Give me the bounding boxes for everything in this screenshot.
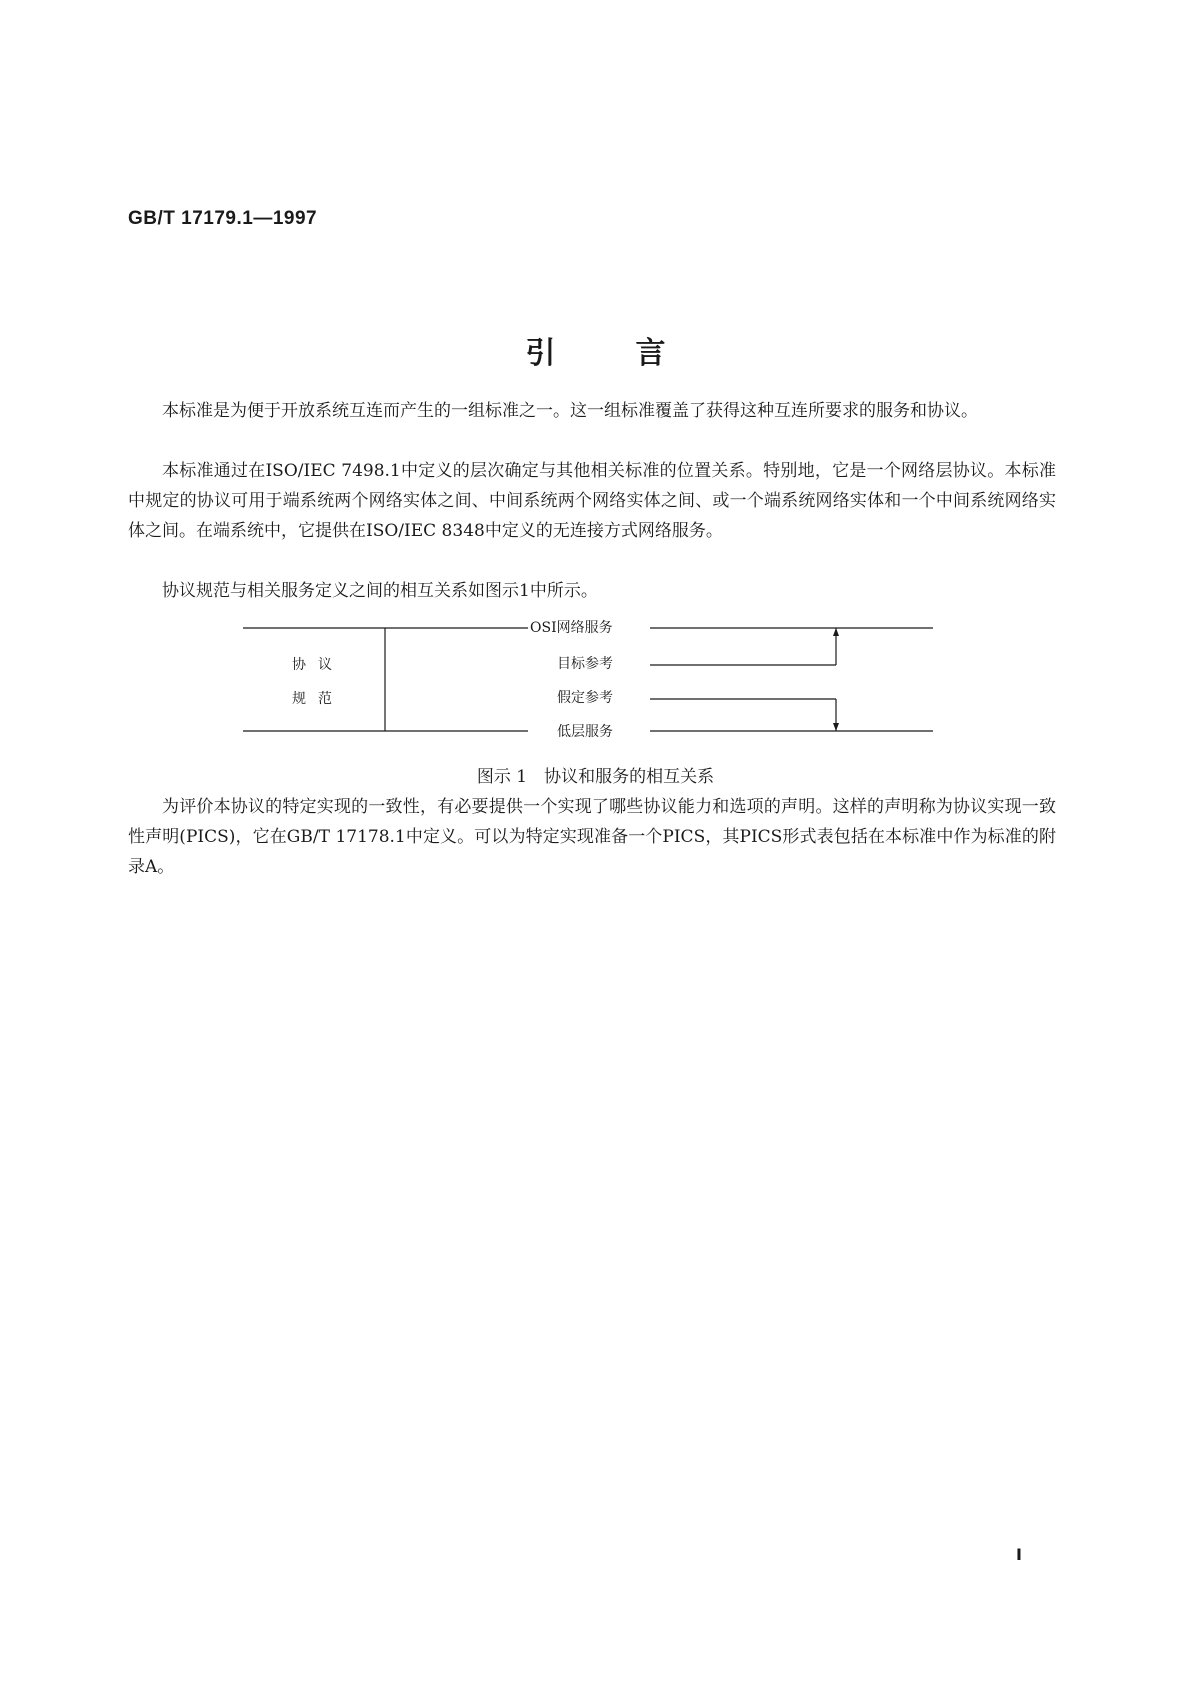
label-osi-service: OSI网络服务 [530, 620, 613, 636]
standard-code: GB/T 17179.1—1997 [128, 208, 318, 229]
paragraph-4-text: 为评价本协议的特定实现的一致性，有必要提供一个实现了哪些协议能力和选项的声明。这样的声明称为协议实现一致性声明(PICS)，它在GB/T 17178.1中定义。可以为特定实现准备一个PICS，其PICS形式表包括在本标准中作为标准的附录A。 [128, 797, 1056, 877]
title-char-2: 言 [635, 336, 666, 371]
page-number: Ⅰ [1016, 1545, 1022, 1564]
paragraph-4 [128, 792, 1056, 882]
label-target-reference: 目标参考 [557, 656, 613, 672]
label-lower-service: 低层服务 [557, 724, 613, 740]
figure-left-label-1: 协议 [292, 657, 344, 673]
figure-caption: 图示 1 协议和服务的相互关系 [476, 767, 715, 787]
paragraph-2 [128, 456, 1056, 546]
arrow-up-icon [833, 628, 839, 636]
arrow-down-icon [833, 723, 839, 731]
paragraph-3-text: 协议规范与相关服务定义之间的相互关系如图示1中所示。 [162, 581, 598, 601]
figure-left-label-2: 规范 [292, 691, 344, 707]
paragraph-1 [128, 396, 1056, 426]
page-title [0, 328, 1191, 372]
title-char-1: 引 [525, 336, 556, 371]
paragraph-3 [128, 576, 1056, 606]
paragraph-1-text: 本标准是为便于开放系统互连而产生的一组标准之一。这一组标准覆盖了获得这种互连所要求的服务和协议。 [162, 401, 978, 421]
label-assumed-reference: 假定参考 [557, 690, 613, 706]
paragraph-2-text: 本标准通过在ISO/IEC 7498.1中定义的层次确定与其他相关标准的位置关系。特别地，它是一个网络层协议。本标准中规定的协议可用于端系统两个网络实体之间、中间系统两个网络实体之间、或一个端系统网络实体和一个中间系统网络实体之间。在端系统中，它提供在ISO/IEC 8348中定义的无连接方式网络服务。 [128, 461, 1056, 541]
